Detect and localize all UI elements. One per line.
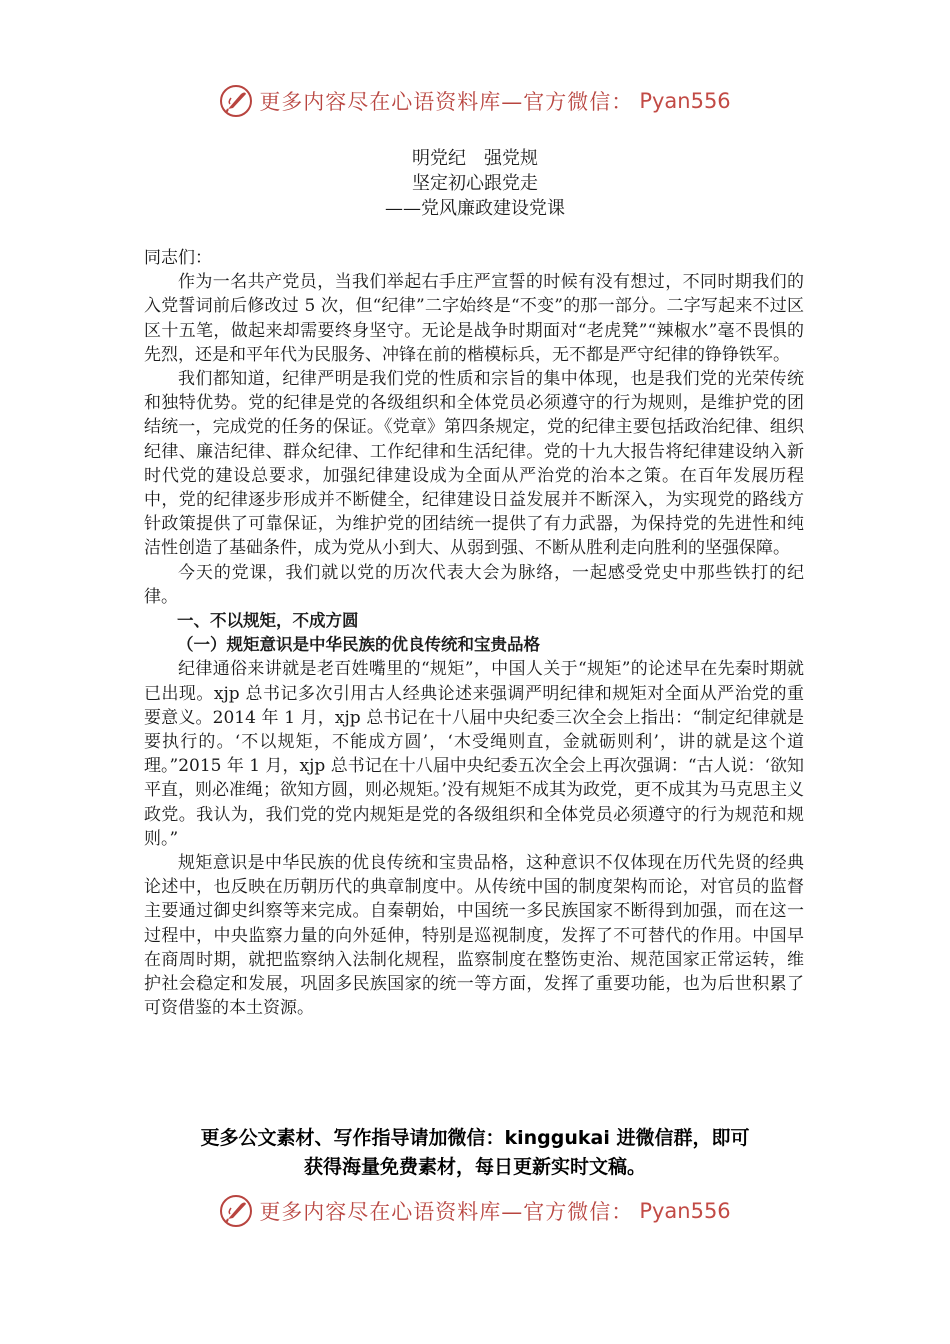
quill-pen-logo-icon <box>219 84 253 118</box>
watermark-wechat-id: Pyan556 <box>639 1199 731 1223</box>
title-line-1: 明党纪 强党规 <box>412 148 538 169</box>
paragraph-3: 今天的党课，我们就以党的历次代表大会为脉络，一起感受党史中那些铁打的纪律。 <box>144 562 804 607</box>
title-line-3: ——党风廉政建设党课 <box>385 198 565 219</box>
watermark-wechat-id: Pyan556 <box>639 89 731 113</box>
watermark-text: 更多内容尽在心语资料库—官方微信： <box>259 1200 634 1224</box>
section-heading-1: 一、不以规矩，不成方圆 <box>177 611 359 631</box>
document-title <box>0 146 950 221</box>
footer-watermark <box>0 1194 950 1228</box>
document-body <box>144 246 804 1021</box>
paragraph-5: 规矩意识是中华民族的优良传统和宝贵品格，这种意识不仅体现在历代先贤的经典论述中，也反映在历朝历代的典章制度中。从传统中国的制度架构而论，对官员的监督主要通过御史纠察等来完成。自秦朝始，中国统一多民族国家不断得到加强，而在这一过程中，中央监察力量的向外延伸，特别是巡视制度，发挥了不可替代的作用。中国早在商周时期，就把监察纳入法制化规程，监察制度在整饬吏治、规范国家正常运转，维护社会稳定和发展，巩固多民族国家的统一等方面，发挥了重要功能，也为后世积累了可资借鉴的本土资源。 <box>144 853 804 1019</box>
salutation: 同志们： <box>144 248 212 268</box>
paragraph-1: 作为一名共产党员，当我们举起右手庄严宣誓的时候有没有想过，不同时期我们的入党誓词前后修改过 5 次，但“纪律”二字始终是“不变”的那一部分。二字写起来不过区区十五笔，做起来却需要终身坚守。无论是战争时期面对“老虎凳”“辣椒水”毫不畏惧的先烈，还是和平年代为民服务、冲锋在前的楷模标兵，无不都是严守纪律的铮铮铁军。 <box>144 272 804 365</box>
header-watermark <box>0 84 950 118</box>
title-line-2: 坚定初心跟党走 <box>412 173 538 194</box>
promo-notice <box>100 1124 850 1182</box>
paragraph-4: 纪律通俗来讲就是老百姓嘴里的“规矩”，中国人关于“规矩”的论述早在先秦时期就已出现。xjp 总书记多次引用古人经典论述来强调严明纪律和规矩对全面从严治党的重要意义。2014 年 1 月，xjp 总书记在十八届中央纪委三次全会上指出：“制定纪律就是要执行的。‘不以规矩，不能成方圆’，‘木受绳则直，金就砺则利’，讲的就是这个道理。”2015 年 1 月，xjp 总书记在十八届中央纪委五次全会上再次强调：“古人说：‘欲知平直，则必准绳；欲知方圆，则必规矩。’没有规矩不成其为政党，更不成其为马克思主义政党。我认为，我们党的党内规矩是党的各级组织和全体党员必须遵守的行为规范和规则。” <box>144 659 804 849</box>
paragraph-2: 我们都知道，纪律严明是我们党的性质和宗旨的集中体现，也是我们党的光荣传统和独特优势。党的纪律是党的各级组织和全体党员必须遵守的行为规则，是维护党的团结统一，完成党的任务的保证。《党章》第四条规定，党的纪律主要包括政治纪律、组织纪律、廉洁纪律、群众纪律、工作纪律和生活纪律。党的十九大报告将纪律建设纳入新时代党的建设总要求，加强纪律建设成为全面从严治党的治本之策。在百年发展历程中，党的纪律逐步形成并不断健全，纪律建设日益发展并不断深入，为实现党的路线方针政策提供了可靠保证，为维护党的团结统一提供了有力武器，为保持党的先进性和纯洁性创造了基础条件，成为党从小到大、从弱到强、不断从胜利走向胜利的坚强保障。 <box>144 369 804 559</box>
subsection-heading-1: （一）规矩意识是中华民族的优良传统和宝贵品格 <box>177 635 540 655</box>
quill-pen-logo-icon <box>219 1194 253 1228</box>
promo-line-2: 获得海量免费素材，每日更新实时文稿。 <box>303 1156 646 1178</box>
promo-line-1: 更多公文素材、写作指导请加微信：kinggukai 进微信群，即可 <box>200 1127 750 1149</box>
watermark-text: 更多内容尽在心语资料库—官方微信： <box>259 90 634 114</box>
